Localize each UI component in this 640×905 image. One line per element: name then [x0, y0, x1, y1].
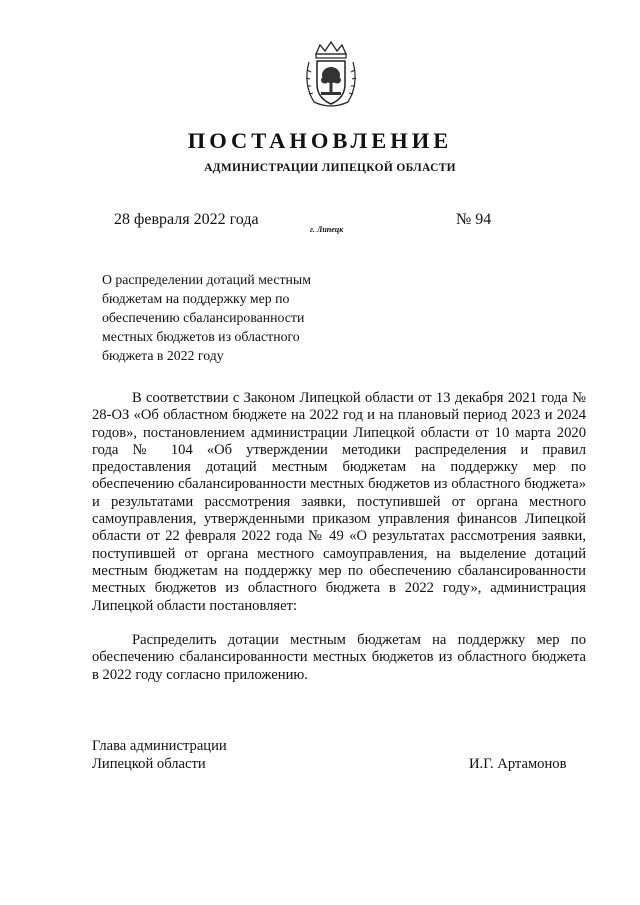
document-city: г. Липецк [310, 225, 344, 234]
resolution-paragraph: Распределить дотации местным бюджетам на поддержку мер по обеспечению сбалансированности местных бюджетов из областного бюджета в 2022 году согласно приложению. [92, 632, 586, 683]
signatory-position-line-1: Глава администрации [92, 738, 227, 754]
signatory-name: И.Г. Артамонов [469, 756, 567, 772]
signatory-position-line-2: Липецкой области [92, 756, 206, 772]
document-date: 28 февраля 2022 года [114, 211, 259, 228]
preamble-paragraph: В соответствии с Законом Липецкой области от 13 декабря 2021 года № 28-ОЗ «Об областном бюджете на 2022 год и на плановый период 2023 и 2024 годов», постановлением администрации Липецкой области от 10 марта 2020 года № 104 «Об утверждении методики распределения и правил предоставления дотаций местным бюджетам на поддержку мер по обеспечению сбалансированности местных бюджетов из областного бюджета» и результатами рассмотрения заявки, поступившей от органа местного самоуправления, утвержденными приказом управления финансов Липецкой области от 22 февраля 2022 года № 49 «О результатах рассмотрения заявки, поступившей от органа местного самоуправления, на выделение дотаций местным бюджетам на поддержку мер по обеспечению сбалансированности местных бюджетов из областного бюджета в 2022 году», администрация Липецкой области постановляет: [92, 390, 586, 614]
document-number: № 94 [456, 211, 492, 228]
coat-of-arms-icon [300, 40, 362, 110]
document-title: ПОСТАНОВЛЕНИЕ [187, 128, 453, 153]
issuer-subtitle: АДМИНИСТРАЦИИ ЛИПЕЦКОЙ ОБЛАСТИ [204, 162, 456, 174]
document-topic: О распределении дотаций местным бюджетам на поддержку мер по обеспечению сбалансированности местных бюджетов из областного бюджета в 2022 году [102, 272, 311, 363]
signatory-position [92, 737, 227, 773]
